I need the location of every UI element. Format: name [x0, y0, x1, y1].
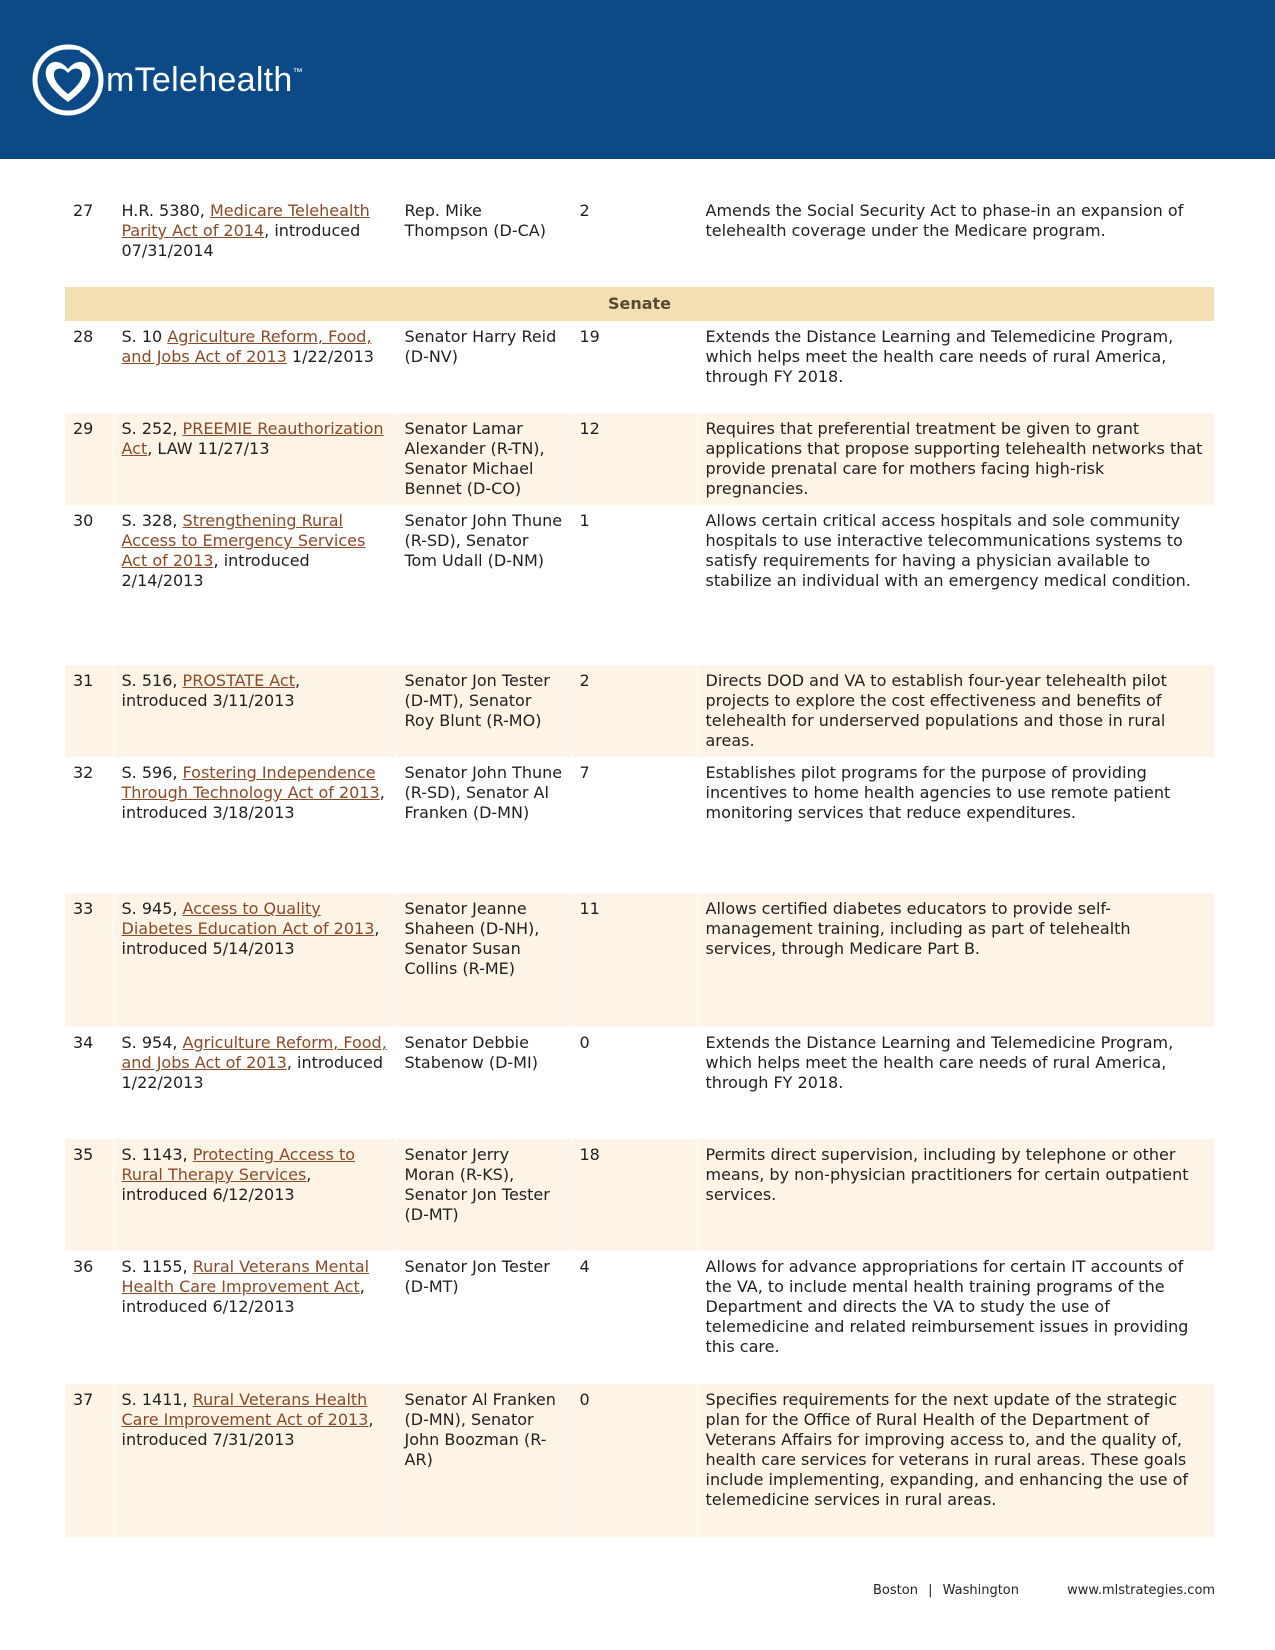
- bill-cell: [113, 1027, 396, 1139]
- bill-cell: [113, 1139, 396, 1251]
- footer-website-link[interactable]: www.mlstrategies.com: [1067, 1583, 1216, 1598]
- brand-name: mTelehealth™: [106, 60, 303, 99]
- bill-status: , introduced 3/18/2013: [121, 783, 385, 822]
- bill-cell: [113, 893, 396, 1027]
- bill-number: S. 1155,: [121, 1257, 193, 1276]
- row-number: 30: [73, 511, 94, 530]
- row-number: 28: [73, 327, 94, 346]
- table-row: [65, 893, 1214, 1027]
- bill-number: S. 945,: [121, 899, 183, 918]
- description-cell: Permits direct supervision, including by telephone or other means, by non-physician practitioners for certain outpatient services.: [697, 1139, 1214, 1251]
- senate-rows: [65, 321, 1214, 1537]
- table-row: [65, 1384, 1214, 1537]
- bill-title-link[interactable]: PROSTATE Act: [182, 671, 295, 690]
- bill-status: 1/22/2013: [286, 347, 374, 366]
- description-cell: Amends the Social Security Act to phase-in an expansion of telehealth coverage under the Medicare program.: [697, 195, 1214, 287]
- bill-cell: [113, 757, 396, 893]
- brand-logo[interactable]: [32, 42, 303, 118]
- footer-city-boston: Boston: [873, 1583, 918, 1598]
- bill-status: , introduced 6/12/2013: [121, 1165, 312, 1204]
- bill-status: , introduced 07/31/2014: [121, 221, 361, 260]
- table-row: [65, 1251, 1214, 1384]
- bill-status: , introduced 1/22/2013: [121, 1053, 383, 1092]
- bill-status: , introduced 2/14/2013: [121, 551, 310, 590]
- description-cell: Extends the Distance Learning and Telemedicine Program, which helps meet the health care needs of rural America, through FY 2018.: [697, 321, 1214, 413]
- cosponsor-count: 0: [571, 1027, 697, 1139]
- row-number: 34: [73, 1033, 94, 1052]
- row-number: 32: [73, 763, 94, 782]
- bill-title-link[interactable]: PREEMIE Reauthorization Act: [121, 419, 384, 458]
- bill-number: S. 252,: [121, 419, 183, 438]
- sponsor-cell: Senator Jon Tester (D-MT), Senator Roy Blunt (R-MO): [396, 665, 571, 757]
- row-number: 31: [65, 665, 113, 757]
- page-footer: [873, 1583, 1215, 1598]
- description-cell: Allows certain critical access hospitals and sole community hospitals to use interactive telecommunications systems to satisfy requirements for having a physician available to stabilize an individual with an emergency medical condition.: [697, 505, 1214, 665]
- bill-status: , introduced 3/11/2013: [121, 671, 301, 710]
- bill-cell: [113, 413, 396, 505]
- sponsor-cell: Senator Harry Reid (D-NV): [396, 321, 571, 413]
- sponsor-cell: Senator John Thune (R-SD), Senator Tom Udall (D-NM): [396, 505, 571, 665]
- bill-title-link[interactable]: Agriculture Reform, Food, and Jobs Act of 2013: [121, 1033, 387, 1072]
- cosponsor-count: 2: [571, 195, 697, 287]
- description-cell: Requires that preferential treatment be given to grant applications that propose supporting telehealth networks that provide prenatal care for mothers facing high-risk pregnancies.: [697, 413, 1214, 505]
- page-header: [0, 0, 1275, 159]
- bill-status: , introduced 6/12/2013: [121, 1277, 365, 1316]
- sponsor-cell: Senator Debbie Stabenow (D-MI): [396, 1027, 571, 1139]
- sponsor-cell: Senator Jon Tester (D-MT): [396, 1251, 571, 1384]
- row-number: 29: [65, 413, 113, 505]
- cosponsor-count: 7: [571, 757, 697, 893]
- bill-number: S. 10: [121, 327, 168, 346]
- description-cell: Allows for advance appropriations for certain IT accounts of the VA, to include mental health training programs of the Department and directs the VA to study the use of telemedicine and related reimbursement issues in providing this care.: [697, 1251, 1214, 1384]
- bill-cell: [113, 505, 396, 665]
- cosponsor-count: 0: [571, 1384, 697, 1537]
- bill-number: S. 596,: [121, 763, 183, 782]
- row-number: 33: [65, 893, 113, 1027]
- bill-cell: [113, 195, 396, 287]
- bill-title-link[interactable]: Protecting Access to Rural Therapy Services: [121, 1145, 356, 1184]
- cosponsor-count: 18: [571, 1139, 697, 1251]
- bill-number: S. 1411,: [121, 1390, 193, 1409]
- description-cell: Extends the Distance Learning and Telemedicine Program, which helps meet the health care needs of rural America, through FY 2018.: [697, 1027, 1214, 1139]
- section-header-row: [65, 287, 1214, 321]
- bill-status: , introduced 5/14/2013: [121, 919, 380, 958]
- cosponsor-count: 4: [571, 1251, 697, 1384]
- bill-title-link[interactable]: Rural Veterans Health Care Improvement Act of 2013: [121, 1390, 369, 1429]
- senate-section: [65, 287, 1214, 321]
- table-row: [65, 505, 1214, 665]
- table-row: [65, 413, 1214, 505]
- description-cell: Allows certified diabetes educators to provide self-management training, including as part of telehealth services, through Medicare Part B.: [697, 893, 1214, 1027]
- bill-status: , LAW 11/27/13: [147, 439, 270, 458]
- footer-separator: |: [928, 1583, 933, 1598]
- description-cell: Establishes pilot programs for the purpose of providing incentives to home health agencies to use remote patient monitoring services that reduce expenditures.: [697, 757, 1214, 893]
- cosponsor-count: 19: [571, 321, 697, 413]
- bill-title-link[interactable]: Strengthening Rural Access to Emergency Services Act of 2013: [121, 511, 366, 570]
- bill-number: H.R. 5380,: [121, 201, 210, 220]
- cosponsor-count: 12: [571, 413, 697, 505]
- bill-cell: [113, 1384, 396, 1537]
- bill-number: S. 328,: [121, 511, 183, 530]
- table-row: [65, 1139, 1214, 1251]
- description-cell: Specifies requirements for the next update of the strategic plan for the Office of Rural Health of the Department of Veterans Affairs for improving access to, and the quality of, health care services for veterans in rural areas. These goals include implementing, expanding, and enhancing the use of telemedicine services in rural areas.: [697, 1384, 1214, 1537]
- sponsor-cell: Senator Lamar Alexander (R-TN), Senator Michael Bennet (D-CO): [396, 413, 571, 505]
- sponsor-cell: Rep. Mike Thompson (D-CA): [396, 195, 571, 287]
- sponsor-cell: Senator Jeanne Shaheen (D-NH), Senator Susan Collins (R-ME): [396, 893, 571, 1027]
- bill-cell: [113, 1251, 396, 1384]
- table-row: [65, 757, 1214, 893]
- bills-table: [65, 195, 1214, 1537]
- row-number: 36: [73, 1257, 94, 1276]
- bill-status: , introduced 7/31/2013: [121, 1410, 374, 1449]
- section-label: Senate: [65, 287, 1214, 321]
- bill-cell: [113, 321, 396, 413]
- bill-number: S. 516,: [121, 671, 183, 690]
- row-number: 37: [65, 1384, 113, 1537]
- house-rows: [65, 195, 1214, 287]
- bill-cell: [113, 665, 396, 757]
- cosponsor-count: 2: [571, 665, 697, 757]
- description-cell: Directs DOD and VA to establish four-year telehealth pilot projects to explore the cost effectiveness and benefits of telehealth for underserved populations and those in rural areas.: [697, 665, 1214, 757]
- bill-title-link[interactable]: Medicare Telehealth Parity Act of 2014: [121, 201, 370, 240]
- bill-title-link[interactable]: Agriculture Reform, Food, and Jobs Act of 2013: [121, 327, 372, 366]
- bill-title-link[interactable]: Fostering Independence Through Technology Act of 2013: [121, 763, 380, 802]
- footer-city-washington: Washington: [942, 1583, 1020, 1598]
- bill-number: S. 954,: [121, 1033, 183, 1052]
- bill-title-link[interactable]: Access to Quality Diabetes Education Act of 2013: [121, 899, 375, 938]
- sponsor-cell: Senator Jerry Moran (R-KS), Senator Jon Tester (D-MT): [396, 1139, 571, 1251]
- row-number: 27: [73, 201, 94, 220]
- table-row: [65, 195, 1214, 287]
- table-row: [65, 1027, 1214, 1139]
- sponsor-cell: Senator Al Franken (D-MN), Senator John Boozman (R-AR): [396, 1384, 571, 1537]
- bill-number: S. 1143,: [121, 1145, 193, 1164]
- row-number: 35: [65, 1139, 113, 1251]
- table-row: [65, 665, 1214, 757]
- cosponsor-count: 11: [571, 893, 697, 1027]
- heart-logo-icon: [32, 42, 108, 118]
- bill-title-link[interactable]: Rural Veterans Mental Health Care Improvement Act: [121, 1257, 370, 1296]
- cosponsor-count: 1: [571, 505, 697, 665]
- table-row: [65, 321, 1214, 413]
- sponsor-cell: Senator John Thune (R-SD), Senator Al Franken (D-MN): [396, 757, 571, 893]
